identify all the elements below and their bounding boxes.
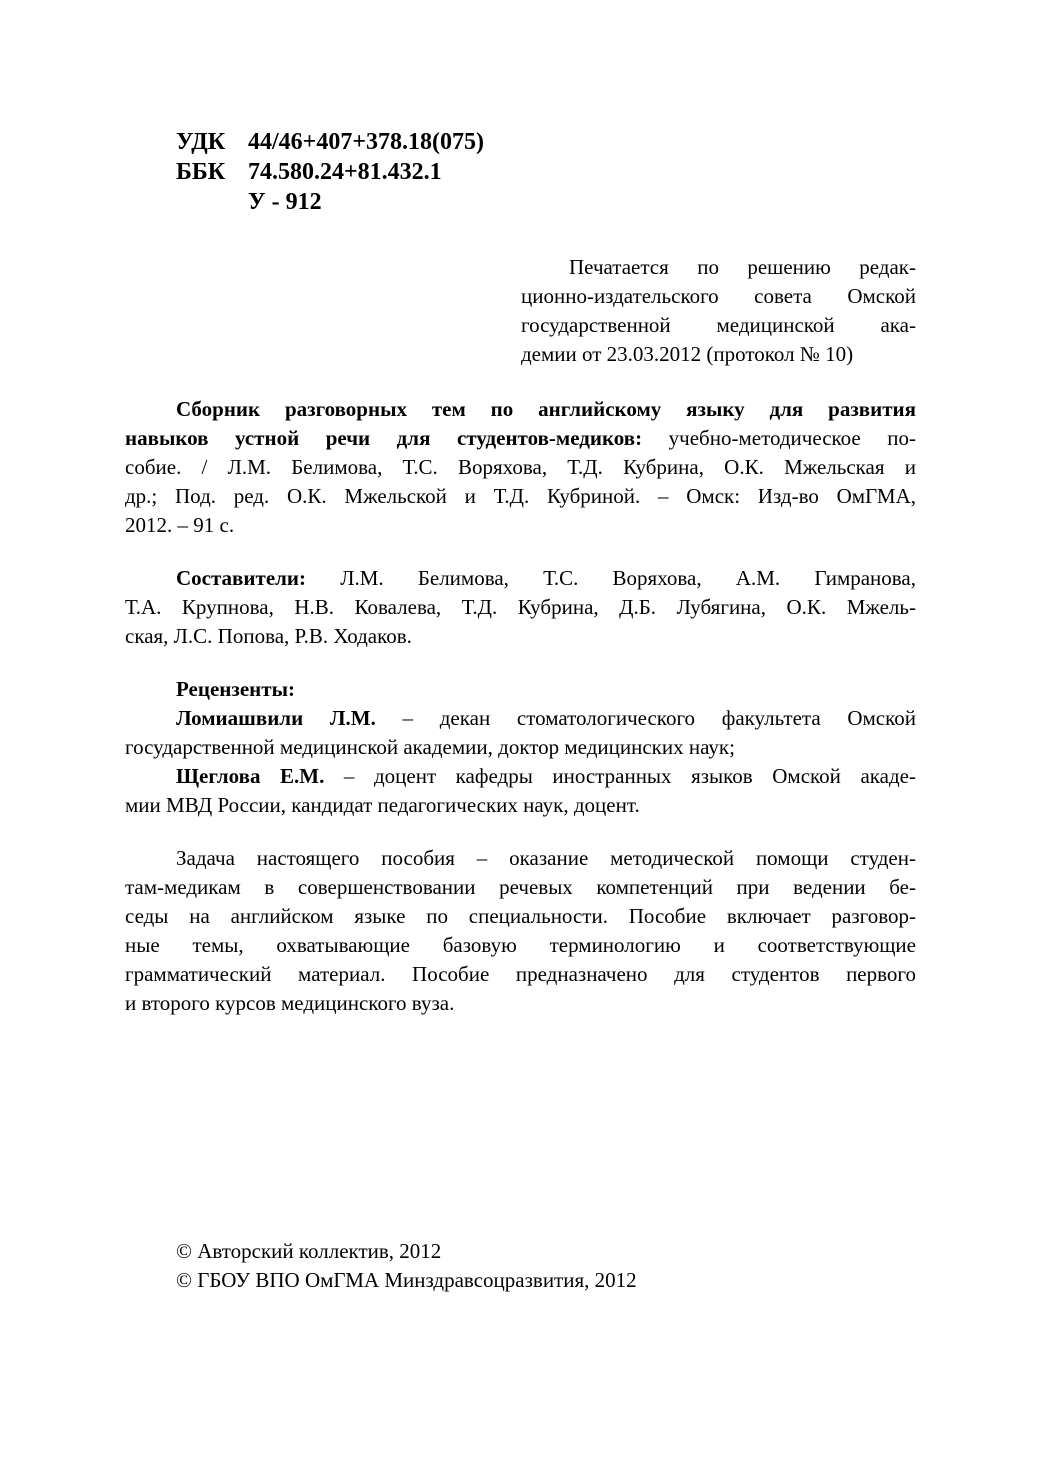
reviewer-2-name: Щеглова Е.М. <box>176 764 325 788</box>
classification-codes <box>176 127 484 217</box>
book-title-line-2 <box>125 424 916 453</box>
book-type: учебно-методическое по- <box>642 426 916 450</box>
copyright-notice <box>176 1237 637 1295</box>
reviewer-2-position: – доцент кафедры иностранных языков Омской акаде- <box>324 764 917 788</box>
abstract-line-6: и второго курсов медицинского вуза. <box>125 991 455 1015</box>
bibliographic-line-4: др.; Под. ред. О.К. Мжельской и Т.Д. Кубриной. – Омск: Изд-во ОмГМА, <box>125 484 916 508</box>
author-sign: У - 912 <box>248 189 322 215</box>
abstract-line-2: там-медикам в совершенствовании речевых компетенций при ведении бе- <box>125 875 916 899</box>
copyright-authors: © Авторский коллектив, 2012 <box>176 1239 442 1263</box>
reviewers-heading: Рецензенты: <box>176 677 295 701</box>
approval-note <box>521 253 916 369</box>
compilers-line-1 <box>125 564 916 593</box>
compilers-label: Составители: <box>176 566 307 590</box>
book-title-bold: навыков устной речи для студентов-медиков: <box>125 426 643 450</box>
compilers-names-1: Л.М. Белимова, Т.С. Воряхова, А.М. Гимранова, <box>306 566 916 590</box>
udk-row <box>176 127 484 157</box>
compilers-line-2: Т.А. Крупнова, Н.В. Ковалева, Т.Д. Кубрина, Д.Б. Лубягина, О.К. Мжель- <box>125 595 916 619</box>
reviewer-2-line-1 <box>125 762 916 791</box>
abstract-line-5: грамматический материал. Пособие предназначено для студентов первого <box>125 962 916 986</box>
approval-line-2: ционно-издательского совета Омской <box>521 284 916 308</box>
bbk-label: ББК <box>176 159 226 185</box>
bibliographic-line-5: 2012. – 91 с. <box>125 513 235 537</box>
compilers-section <box>125 564 916 651</box>
reviewer-1-line-1 <box>125 704 916 733</box>
approval-line-3: государственной медицинской ака- <box>521 313 916 337</box>
bibliographic-description <box>125 395 916 540</box>
udk-code: 44/46+407+378.18(075) <box>248 129 485 155</box>
approval-line-4: демии от 23.03.2012 (протокол № 10) <box>521 342 854 366</box>
reviewer-1-name: Ломиашвили Л.М. <box>176 706 376 730</box>
abstract-line-4: ные темы, охватывающие базовую терминологию и соответствующие <box>125 933 916 957</box>
abstract-line-3: седы на английском языке по специальности. Пособие включает разговор- <box>125 904 916 928</box>
book-title-line-1: Сборник разговорных тем по английскому языку для развития <box>176 397 916 421</box>
abstract-line-1: Задача настоящего пособия – оказание методической помощи студен- <box>176 846 916 870</box>
bbk-code: 74.580.24+81.432.1 <box>248 159 442 185</box>
compilers-line-3: ская, Л.С. Попова, Р.В. Ходаков. <box>125 624 412 648</box>
abstract-paragraph <box>125 844 916 1018</box>
reviewers-section <box>125 675 916 820</box>
bbk-row <box>176 157 484 187</box>
reviewer-1-position: – декан стоматологического факультета Омской <box>375 706 916 730</box>
udk-label: УДК <box>176 129 226 155</box>
copyright-publisher: © ГБОУ ВПО ОмГМА Минздравсоцразвития, 2012 <box>176 1268 637 1292</box>
bibliographic-line-3: собие. / Л.М. Белимова, Т.С. Воряхова, Т.Д. Кубрина, О.К. Мжельская и <box>125 455 916 479</box>
reviewer-1-line-2: государственной медицинской академии, доктор медицинских наук; <box>125 735 735 759</box>
approval-line-1: Печатается по решению редак- <box>569 255 916 279</box>
reviewer-2-line-2: мии МВД России, кандидат педагогических наук, доцент. <box>125 793 640 817</box>
